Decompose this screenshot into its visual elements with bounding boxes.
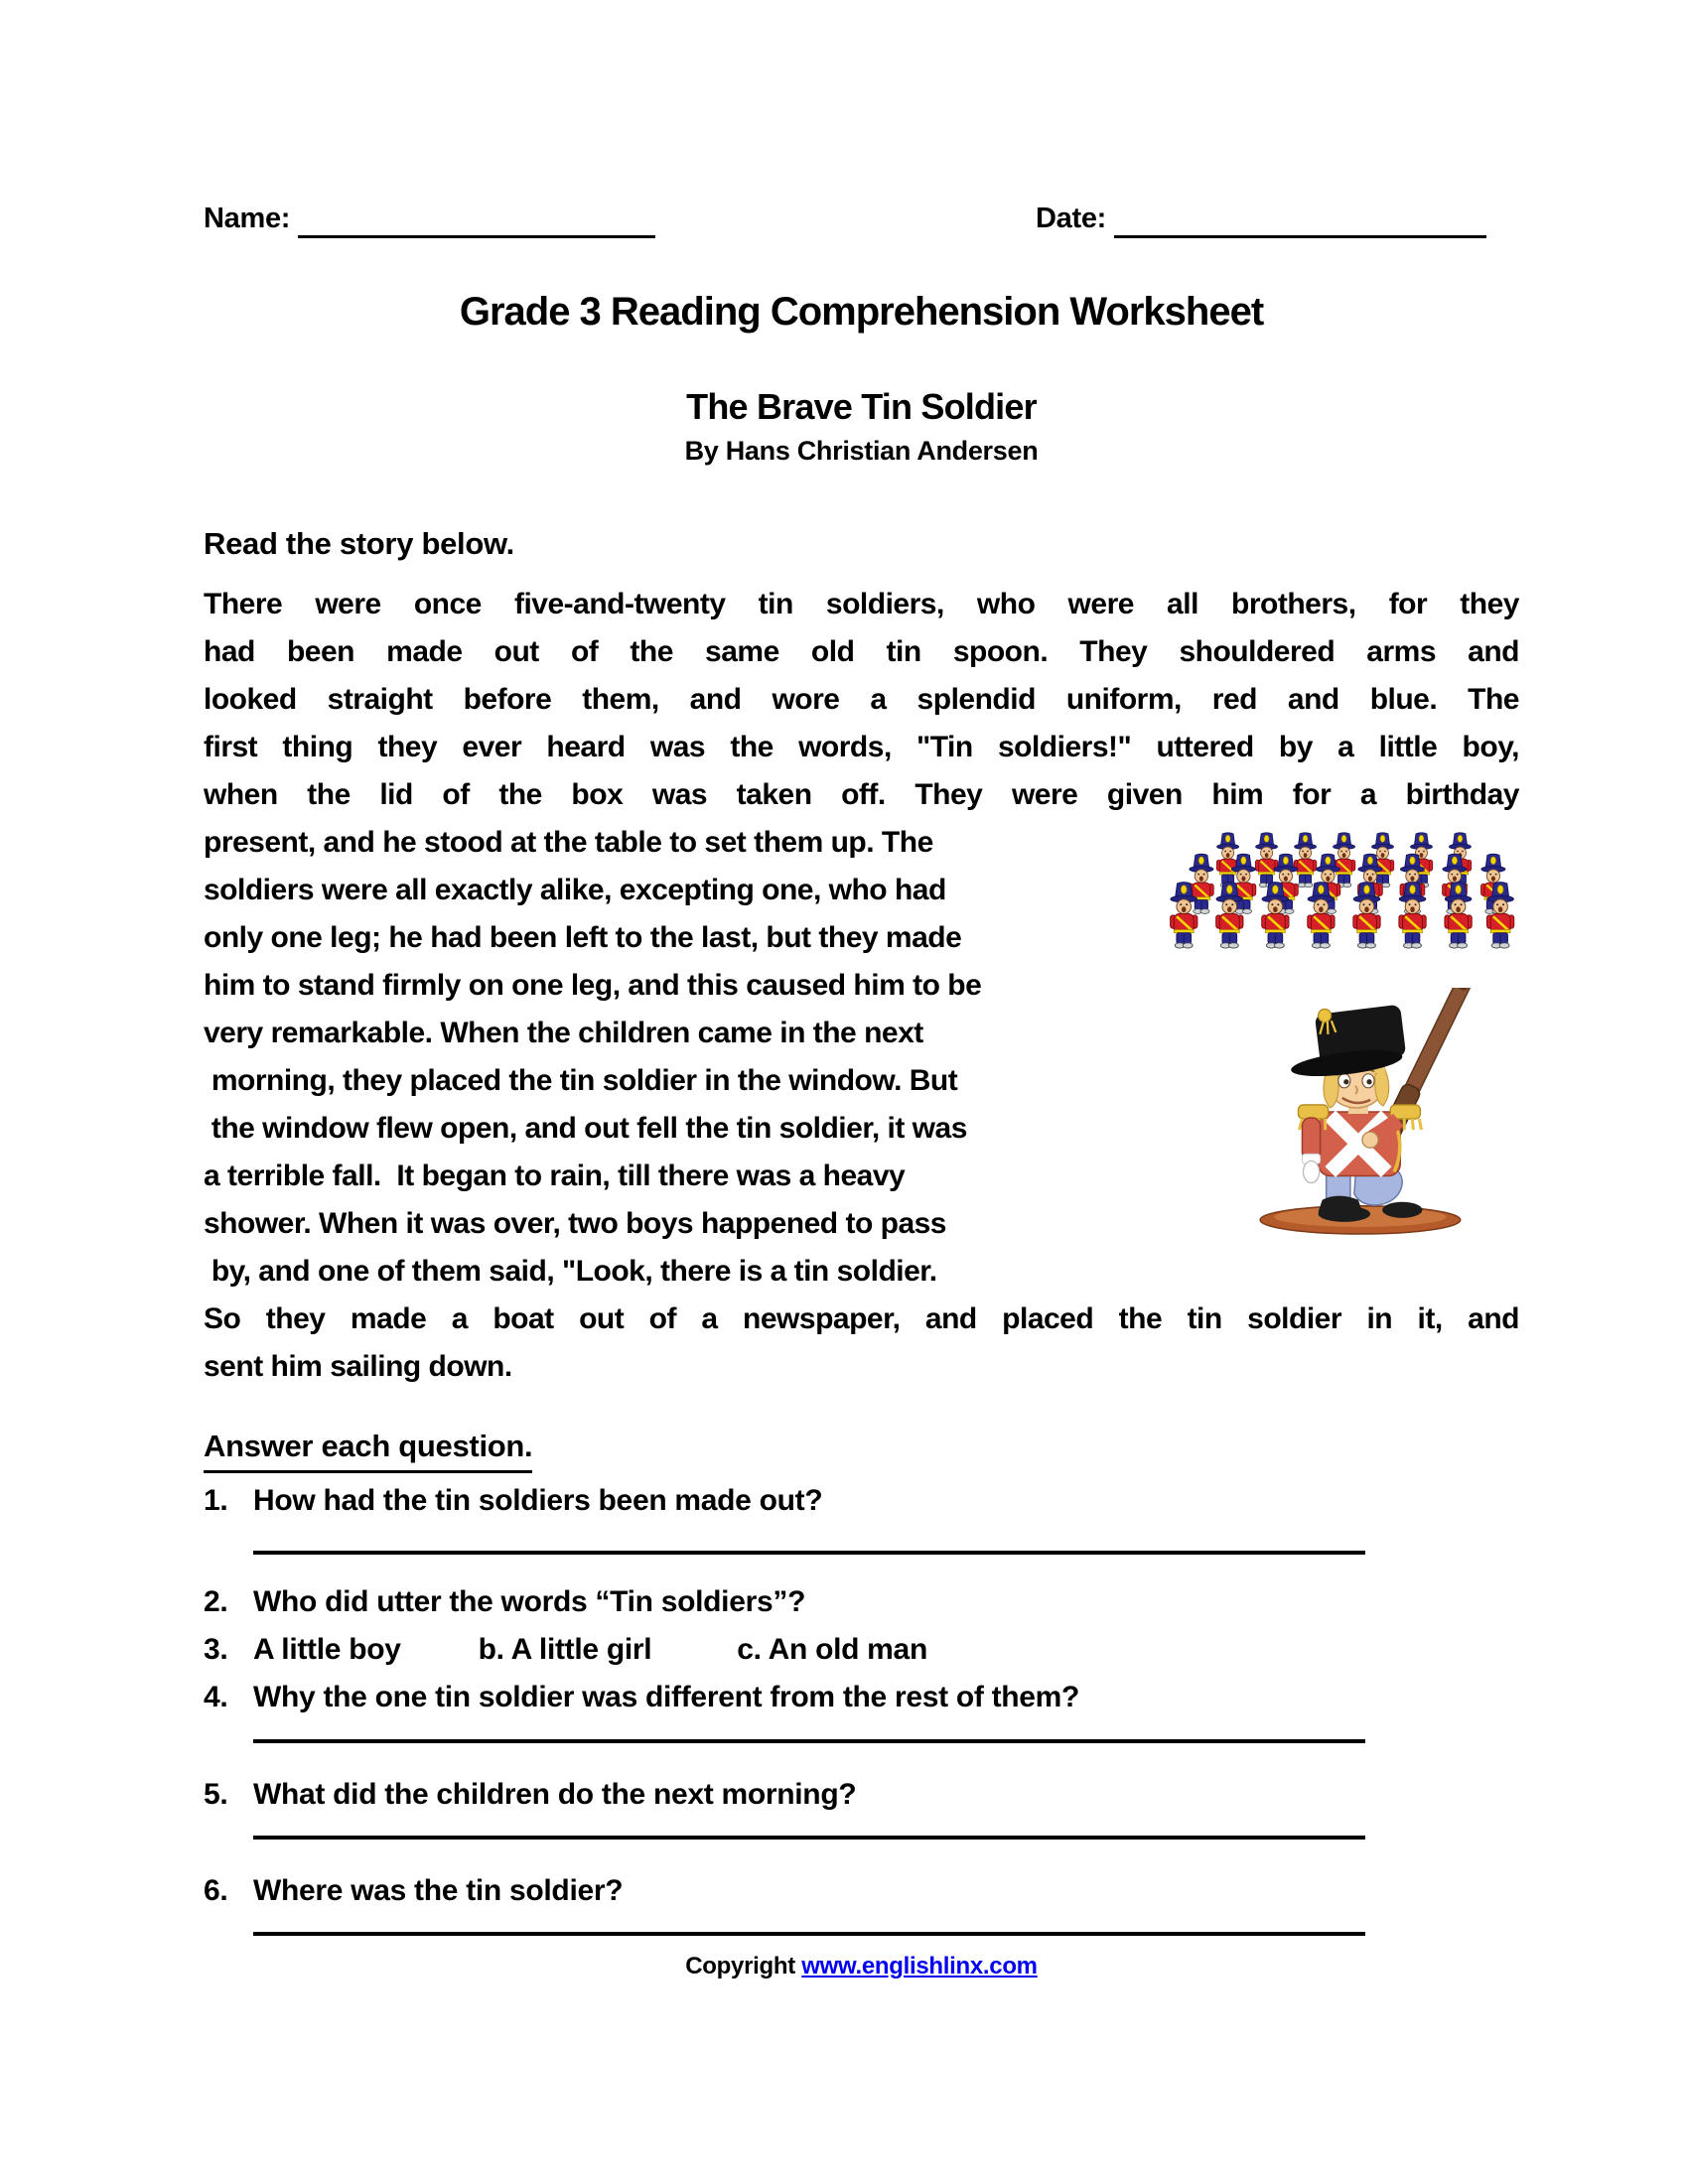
story-line: So they made a boat out of a newspaper, and placed the tin soldier in it, and: [204, 1302, 1519, 1335]
option-b: b. A little girl: [478, 1633, 652, 1666]
question-text: What did the children do the next morning?: [253, 1778, 857, 1811]
story-wrap-row: [204, 819, 1519, 1296]
story-line: him to stand firmly on one leg, and this caused him to be: [204, 969, 982, 1002]
question-row-6: [204, 1867, 1519, 1915]
question-number: 1.: [204, 1484, 228, 1517]
date-label: Date:: [1035, 203, 1106, 234]
story-author: By Hans Christian Andersen: [684, 436, 1039, 466]
copyright-text: Copyright: [685, 1953, 802, 1979]
worksheet-title: Grade 3 Reading Comprehension Worksheet: [459, 290, 1264, 334]
story-line: by, and one of them said, "Look, there is a tin soldier.: [204, 1255, 937, 1288]
name-label: Name:: [204, 203, 291, 234]
option-c: c. An old man: [737, 1633, 927, 1666]
question-number: 6.: [204, 1874, 228, 1907]
date-blank-line: [1114, 202, 1486, 238]
question-row-2: [204, 1578, 1519, 1626]
question-number: 4.: [204, 1681, 228, 1713]
question-number: 2.: [204, 1585, 228, 1618]
tin-soldier-image: [1252, 988, 1482, 1238]
question-text: Why the one tin soldier was different from the rest of them?: [253, 1681, 1080, 1713]
story-line: a terrible fall. It began to rain, till there was a heavy: [204, 1160, 906, 1192]
story-line: the window flew open, and out fell the tin soldier, it was: [204, 1112, 967, 1145]
story-line: sent him sailing down.: [204, 1350, 512, 1383]
question-row-3: [204, 1626, 1519, 1674]
story-line: morning, they placed the tin soldier in the window. But: [204, 1064, 958, 1097]
story-line: present, and he stood at the table to set them up. The: [204, 826, 933, 859]
header-row: [204, 199, 1519, 238]
question-row-1: [204, 1477, 1519, 1525]
tin-soldiers-group-image: [1159, 831, 1528, 982]
question-text: Who did utter the words “Tin soldiers”?: [253, 1585, 806, 1618]
answer-blank-line: [253, 1932, 1365, 1936]
question-options: [253, 1626, 1519, 1674]
question-number: 3.: [204, 1633, 228, 1666]
name-blank-line: [298, 202, 655, 238]
story-line: There were once five-and-twenty tin soldiers, who were all brothers, for they: [204, 588, 1519, 620]
story-line: had been made out of the same old tin spoon. They shouldered arms and: [204, 635, 1519, 668]
story-line: very remarkable. When the children came in the next: [204, 1017, 923, 1049]
story-line: shower. When it was over, two boys happened to pass: [204, 1207, 946, 1240]
answer-instruction-wrap: [204, 1425, 1519, 1473]
question-row-5: [204, 1771, 1519, 1819]
story-line: when the lid of the box was taken off. They were given him for a birthday: [204, 778, 1519, 811]
question-text: Where was the tin soldier?: [253, 1874, 624, 1907]
answer-blank-line: [253, 1739, 1365, 1743]
option-a: A little boy: [253, 1633, 401, 1666]
answer-blank-line: [253, 1836, 1365, 1840]
date-field: [1036, 199, 1486, 238]
story-title: The Brave Tin Soldier: [686, 386, 1037, 427]
question-text: How had the tin soldiers been made out?: [253, 1484, 823, 1517]
story-line: first thing they ever heard was the words, "Tin soldiers!" uttered by a little boy,: [204, 731, 1519, 763]
footer: [204, 1950, 1519, 1983]
read-instruction: Read the story below.: [204, 526, 514, 561]
footer-link[interactable]: www.englishlinx.com: [801, 1953, 1038, 1979]
answer-blank-line: [253, 1551, 1365, 1555]
story-line: only one leg; he had been left to the last, but they made: [204, 921, 962, 954]
answer-instruction: Answer each question.: [204, 1425, 532, 1473]
story-figures-column: [1159, 819, 1528, 1296]
story-paragraph: [204, 581, 1519, 1391]
name-field: [204, 199, 655, 238]
story-line: soldiers were all exactly alike, excepting one, who had: [204, 874, 946, 906]
question-number: 5.: [204, 1778, 228, 1811]
story-narrow-column: [204, 819, 1159, 1296]
story-line: looked straight before them, and wore a splendid uniform, red and blue. The: [204, 683, 1519, 716]
question-row-4: [204, 1674, 1519, 1721]
